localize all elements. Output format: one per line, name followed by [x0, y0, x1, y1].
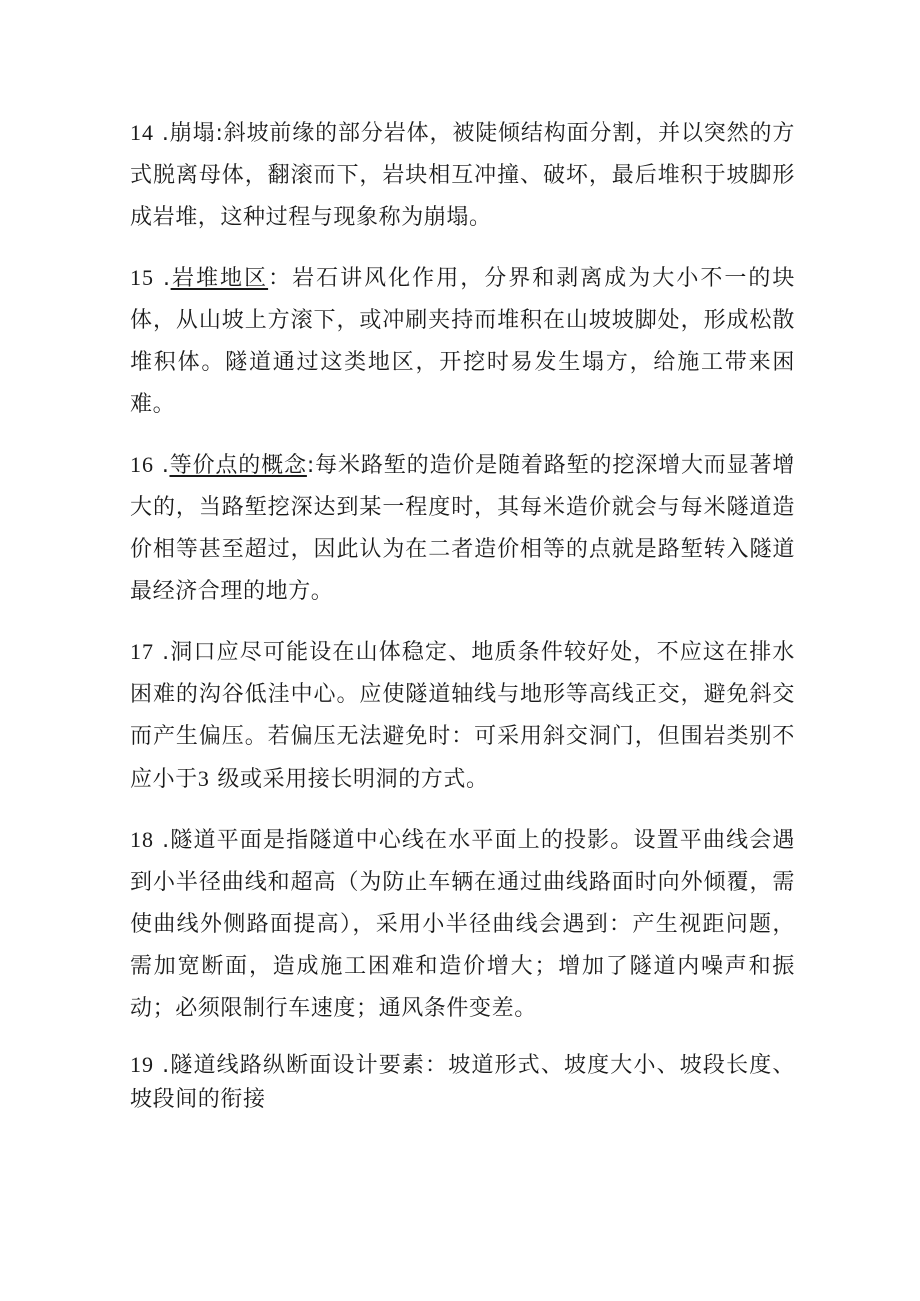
item-19	[130, 1048, 795, 1117]
item-term: 崩塌	[169, 121, 216, 146]
item-number: 15	[130, 265, 154, 290]
item-14	[130, 112, 795, 239]
grade-number: 3	[197, 766, 210, 791]
item-number: 19	[130, 1052, 154, 1077]
item-separator: .	[154, 1053, 170, 1078]
item-text: 隧道线路纵断面设计要素：坡道形式、坡度大小、坡段长度、坡段间的衔接	[130, 1053, 796, 1112]
item-text: 隧道平面是指隧道中心线在水平面上的投影。设置平曲线会遇到小半径曲线和超高（为防止车辆在通过曲线路面时向外倾覆，需使曲线外侧路面提高），采用小半径曲线会遇到：产生视距问题，需加宽断面，造成施工困难和造价增大；增加了隧道内噪声和振动；必须限制行车速度；通风条件变差。	[130, 828, 796, 1021]
item-15	[130, 257, 795, 426]
item-text: 岩石讲风化作用，分界和剥离成为大小不一的块体，从山坡上方滚下，或冲刷夹持而堆积在山坡坡脚处，形成松散堆积体。隧道通过这类地区，开挖时易发生塌方，给施工带来困难。	[130, 266, 795, 417]
item-text: 洞口应尽可能设在山体稳定、地质条件较好处，不应这在排水困难的沟谷低洼中心。应使隧道轴线与地形等高线正交，避免斜交而产生偏压。若偏压无法避免时：可采用斜交洞门，但围岩类别不应小于	[130, 640, 796, 792]
item-term: 岩堆地区	[170, 266, 269, 291]
item-number: 18	[130, 827, 154, 852]
item-separator: .	[154, 266, 171, 291]
item-text: 斜坡前缘的部分岩体，被陡倾结构面分割，并以突然的方式脱离母体，翻滚而下，岩块相互冲撞、破坏，最后堆积于坡脚形成岩堆，这种过程与现象称为崩塌。	[130, 121, 795, 230]
item-17	[130, 631, 795, 801]
item-colon: ：	[268, 266, 293, 291]
item-term: 等价点的概念	[169, 453, 307, 478]
item-text-tail: 级或采用接长明洞的方式。	[209, 767, 489, 792]
item-number: 14	[130, 120, 154, 145]
document-page	[130, 112, 795, 1135]
item-separator: .	[154, 121, 170, 146]
item-colon: :	[306, 453, 315, 478]
item-colon: :	[215, 121, 224, 146]
item-number: 17	[130, 639, 154, 664]
item-text: 每米路堑的造价是随着路堑的挖深增大而显著增大的，当路堑挖深达到某一程度时，其每米造价就会与每米隧道造价相等甚至超过，因此认为在二者造价相等的点就是路堑转入隧道最经济合理的地方。	[130, 453, 795, 604]
item-18	[130, 819, 795, 1030]
item-16	[130, 444, 795, 613]
item-number: 16	[130, 452, 154, 477]
item-separator: .	[154, 828, 170, 853]
item-separator: .	[154, 453, 170, 478]
item-separator: .	[154, 640, 170, 665]
